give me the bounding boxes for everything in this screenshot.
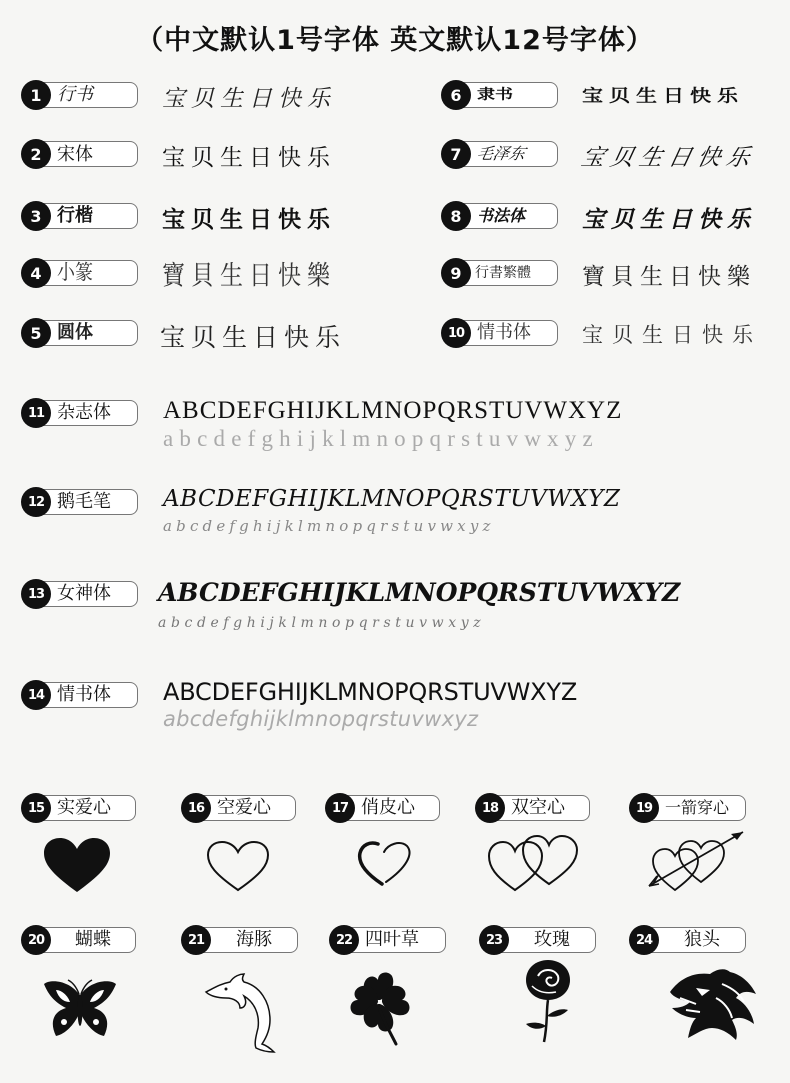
pattern-name: 狼头	[684, 929, 720, 950]
uppercase-sample: ABCDEFGHIJKLMNOPQRSTUVWXYZ	[163, 397, 623, 424]
font-name: 隶书	[477, 86, 513, 103]
font-sample: 宝贝生日快乐	[162, 145, 336, 170]
number-badge: 2	[21, 139, 51, 169]
number-badge: 14	[21, 680, 51, 710]
font-name: 毛泽东	[475, 144, 528, 163]
page-title: （中文默认1号字体 英文默认12号字体）	[136, 25, 654, 56]
number-badge: 6	[441, 80, 471, 110]
pattern-option-17[interactable]	[331, 795, 440, 821]
number-badge: 8	[441, 201, 471, 231]
number-badge: 12	[21, 487, 51, 517]
font-option-2[interactable]	[30, 141, 138, 167]
pattern-name: 四叶草	[365, 929, 419, 950]
font-option-7[interactable]	[450, 141, 558, 167]
font-name: 行書繁體	[475, 265, 531, 281]
number-badge: 7	[441, 139, 471, 169]
pattern-option-22[interactable]	[335, 927, 446, 953]
pattern-option-24[interactable]	[635, 927, 746, 953]
pattern-name: 一箭穿心	[665, 798, 730, 817]
font-name: 宋体	[57, 144, 93, 164]
double-heart-icon	[487, 834, 581, 892]
font-name: 书法体	[477, 206, 526, 225]
font-option-3[interactable]	[30, 203, 138, 229]
font-option-9[interactable]	[450, 260, 558, 286]
number-badge: 5	[21, 318, 51, 348]
number-badge: 22	[329, 925, 359, 955]
font-option-8[interactable]	[450, 203, 558, 229]
pattern-option-23[interactable]	[485, 927, 596, 953]
font-sample: 宝贝生日快乐	[582, 86, 744, 106]
number-badge: 10	[441, 318, 471, 348]
number-badge: 13	[21, 579, 51, 609]
font-sample: 寶貝生日快樂	[162, 261, 336, 292]
font-name: 行楷	[57, 205, 93, 226]
playful-heart-icon	[356, 840, 412, 886]
pattern-name: 海豚	[236, 929, 272, 950]
font-option-4[interactable]	[30, 260, 138, 286]
font-name: 女神体	[57, 583, 111, 604]
number-badge: 15	[21, 793, 51, 823]
font-sample: 宝贝生日快乐	[162, 86, 336, 112]
number-badge: 17	[325, 793, 355, 823]
pattern-option-15[interactable]	[27, 795, 136, 821]
uppercase-sample: ABCDEFGHIJKLMNOPQRSTUVWXYZ	[158, 578, 681, 607]
lowercase-sample: abcdefghijklmnopqrstuvwxyz	[163, 707, 479, 731]
arrow-heart-icon	[645, 826, 749, 894]
pattern-name: 玫瑰	[534, 929, 570, 950]
number-badge: 3	[21, 201, 51, 231]
number-badge: 4	[21, 258, 51, 288]
number-badge: 21	[181, 925, 211, 955]
clover-icon	[348, 970, 412, 1046]
font-name: 行书	[57, 84, 93, 105]
font-name: 情书体	[477, 322, 531, 343]
number-badge: 16	[181, 793, 211, 823]
font-sample: 宝贝生日快乐	[578, 145, 759, 171]
font-sample: 宝贝生日快乐	[162, 206, 336, 233]
number-badge: 9	[441, 258, 471, 288]
rose-icon	[520, 958, 576, 1044]
font-sample: 宝贝生日快乐	[582, 323, 762, 347]
font-name: 鹅毛笔	[57, 491, 111, 512]
butterfly-icon	[42, 978, 118, 1040]
number-badge: 11	[21, 398, 51, 428]
font-sample: 宝贝生日快乐	[160, 323, 347, 352]
font-sample: 寶貝生日快樂	[582, 264, 756, 290]
pattern-name: 空爱心	[217, 797, 271, 818]
font-option-14[interactable]	[27, 682, 138, 708]
dolphin-icon	[204, 972, 278, 1052]
number-badge: 1	[21, 80, 51, 110]
number-badge: 19	[629, 793, 659, 823]
pattern-name: 实爱心	[57, 797, 111, 818]
pattern-name: 俏皮心	[361, 797, 415, 818]
lowercase-sample: abcdefghijklmnopqrstuvwxyz	[158, 615, 486, 631]
font-name: 情书体	[57, 684, 111, 705]
font-option-12[interactable]	[27, 489, 138, 515]
pattern-option-16[interactable]	[187, 795, 296, 821]
pattern-name: 蝴蝶	[75, 929, 111, 950]
font-option-13[interactable]	[27, 581, 138, 607]
pattern-option-18[interactable]	[481, 795, 590, 821]
font-option-11[interactable]	[27, 400, 138, 426]
wolf-head-icon	[666, 968, 760, 1040]
number-badge: 20	[21, 925, 51, 955]
font-option-6[interactable]	[450, 82, 558, 108]
pattern-option-20[interactable]	[27, 927, 136, 953]
font-name: 圆体	[57, 322, 93, 343]
font-name: 杂志体	[57, 402, 111, 423]
number-badge: 24	[629, 925, 659, 955]
solid-heart-icon	[44, 838, 110, 894]
pattern-option-21[interactable]	[187, 927, 298, 953]
uppercase-sample: ABCDEFGHIJKLMNOPQRSTUVWXYZ	[163, 486, 621, 512]
lowercase-sample: abcdefghijklmnopqrstuvwxyz	[163, 426, 599, 451]
font-option-1[interactable]	[30, 82, 138, 108]
font-option-5[interactable]	[30, 320, 138, 346]
pattern-name: 双空心	[511, 797, 565, 818]
pattern-option-19[interactable]	[635, 795, 746, 821]
font-sample: 宝贝生日快乐	[582, 206, 756, 233]
font-name: 小篆	[57, 260, 93, 285]
hollow-heart-icon	[206, 840, 270, 892]
font-option-10[interactable]	[447, 320, 558, 346]
uppercase-sample: ABCDEFGHIJKLMNOPQRSTUVWXYZ	[163, 678, 578, 706]
lowercase-sample: abcdefghijklmnopqrstuvwxyz	[163, 517, 495, 535]
number-badge: 23	[479, 925, 509, 955]
number-badge: 18	[475, 793, 505, 823]
